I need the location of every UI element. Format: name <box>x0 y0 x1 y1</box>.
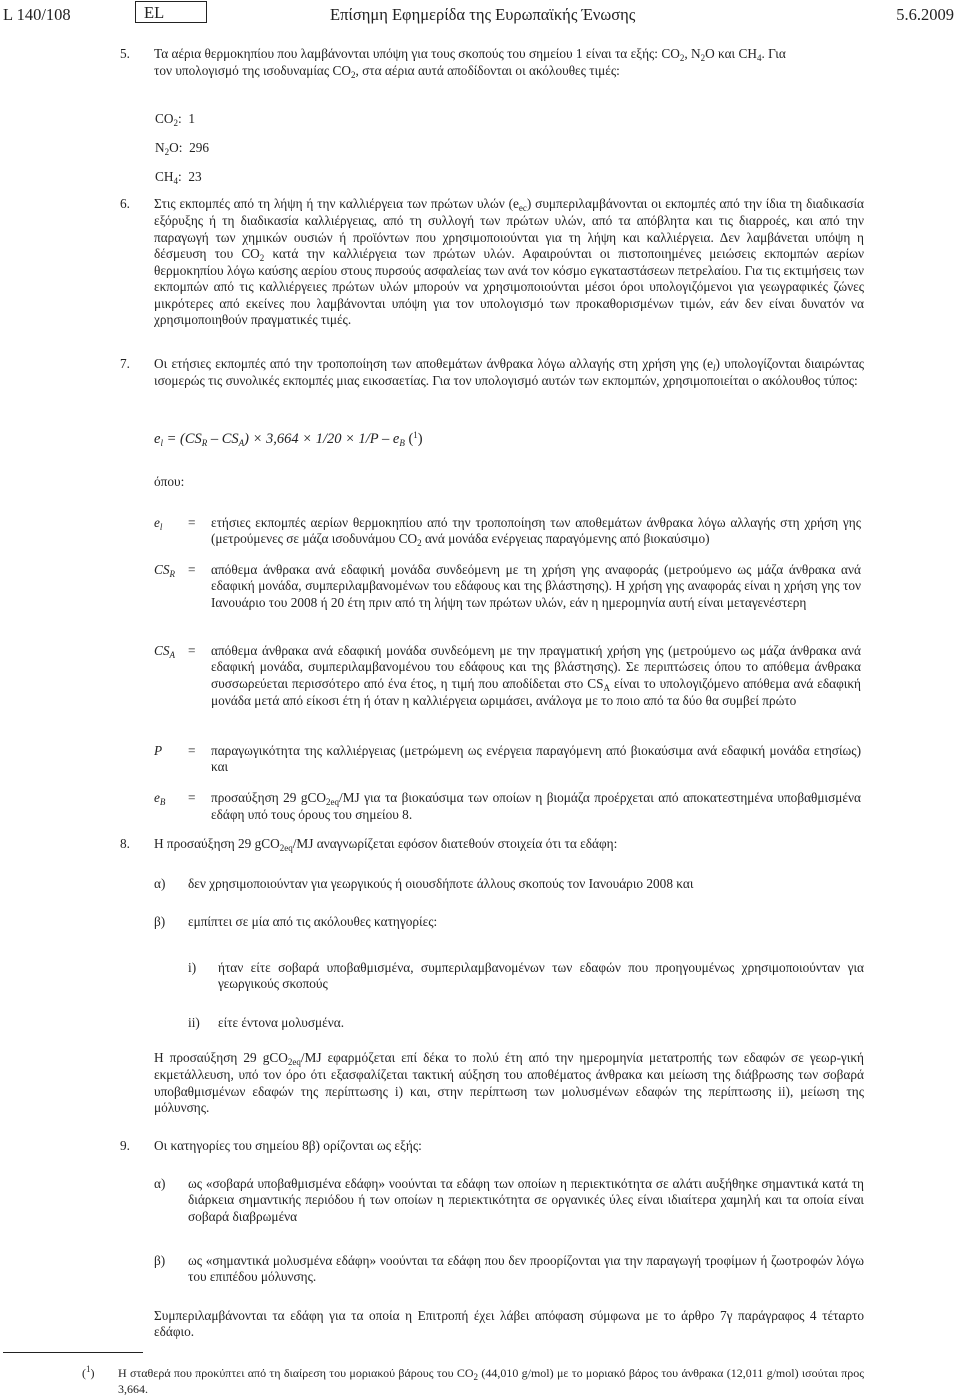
def-eq-csr: = <box>188 562 196 577</box>
def-term-p: P <box>154 743 163 758</box>
where-label: όπου: <box>154 474 185 489</box>
def-eq-el: = <box>188 515 196 530</box>
item-8-text: Η προσαύξηση 29 gCO$_{2eq}$/MJ αναγνωρίζεται εφόσον διατεθούν στοιχεία ότι τα εδάφη: <box>154 836 618 853</box>
def-term-csr: $CS_R$ <box>154 562 176 579</box>
co2-value: $CO_2$: 1 <box>155 111 195 128</box>
footnote-rule <box>3 1352 143 1353</box>
def-text-csa: απόθεμα άνθρακα ανά εδαφική μονάδα συνδεόμενη με την πραγματική χρήση γης (μετρούμενο ως μάζα άνθρακα ανά εδαφική μονάδα, συμπεριλαμβανομένου του εδάφους και της βλάστησης). Σε περιπτώσεις όπου το απόθεμα άνθρακα συσσωρεύεται περισσότερο από ένα έτος, η τιμή που αποδίδεται στο $CS_A$ είναι το υπολογιζόμενο απόθεμα ανά εδαφική μονάδα μετά από είκοσι έτη ή όταν η καλλιέργεια ωριμάσει, ανάλογα με το ποιο από τα δύο θα συμβεί πρώτο <box>211 643 861 708</box>
def-term-eb: $e_B$ <box>154 790 166 807</box>
item-9-b-text: ως «σημαντικά μολυσμένα εδάφη» νοούνται τα εδάφη που δεν προορίζονται για την παραγωγή τροφίμων ή ζωοτροφών λόγω του επιπέδου μόλυνσης. <box>188 1253 864 1285</box>
item-8-b-label: β) <box>154 914 166 929</box>
item-7-number: 7. <box>120 356 130 371</box>
def-eq-p: = <box>188 743 196 758</box>
item-9-a-text: ως «σοβαρά υποβαθμισμένα εδάφη» νοούνται τα εδάφη των οποίων η περιεκτικότητα σε αλάτι αυξήθηκε σημαντικά κατά τη διάρκεια σημαντικής περιόδου ή των οποίων η περιεκτικότητα σε οργανικές ύλες είναι ιδιαίτερα χαμηλή και τα οποία είναι σοβαρά διαβρωμένα <box>188 1176 864 1224</box>
item-8-bii-label: ii) <box>188 1015 200 1030</box>
ch4-value: $CH_4$: 23 <box>155 169 202 186</box>
def-text-p: παραγωγικότητα της καλλιέργειας (μετρώμενη ως ενέργεια παραγόμενη από βιοκαύσιμα ανά εδαφική μονάδα ετησίως) και <box>211 743 861 775</box>
language-badge: EL <box>135 1 207 23</box>
item-9-text: Οι κατηγορίες του σημείου 8β) ορίζονται ως εξής: <box>154 1138 422 1153</box>
footnote-mark: ($^1$) <box>82 1364 95 1380</box>
emission-formula: $e_l = (CS_R - CS_A) \times 3,664 \times 1/20 \times 1/P - e_B$ ($^1$) <box>154 430 423 448</box>
def-term-csa: $CS_A$ <box>154 643 176 660</box>
def-text-eb: προσαύξηση 29 gCO$_{2eq}$/MJ για τα βιοκαύσιμα των οποίων η βιομάζα προέρχεται από αποκατεστημένα υποβαθμισμένα εδάφη υπό τους όρους του σημείου 8. <box>211 790 861 823</box>
item-8-bi-label: i) <box>188 960 197 975</box>
item-9-number: 9. <box>120 1138 130 1153</box>
item-6-text: Στις εκπομπές από τη λήψη ή την καλλιέργεια των πρώτων υλών $(e_{ec})$ συμπεριλαμβάνονται οι εκπομπές από την ίδια τη διαδικασία εξόρυξης ή τη διαδικασία καλλιέργειας, από τη συλλογή των πρώτων υλών, από τα απόβλητα και τις διαρροές, και από την παραγωγή των χημικών ουσιών ή προϊόντων που χρησιμοποιούνται για τη λήψη και καλλιέργεια. Δεν λαμβάνεται υπόψη η δέσμευση του $CO_2$ κατά την καλλιέργεια των πρώτων υλών. Αφαιρούνται οι πιστοποιημένες μειώσεις εκπομπών αερίων θερμοκηπίου λόγω καύσης αερίου στους πυρσούς ασφαλείας των ανά τον κόσμο εγκαταστάσεων πετρελαίου. Για τις εκτιμήσεις των εκπομπών από τις καλλιέργειες πρώτων υλών μπορούν να χρησιμοποιούνται μέσοι όροι υπολογιζόμενοι για γεωγραφικές ζώνες μικρότερες από εκείνες που λαμβάνονται υπόψη για τον υπολογισμό των προκαθορισμένων τιμών, εάν δεν είναι δυνατόν να χρησιμοποιηθούν πραγματικές τιμές. <box>154 196 864 328</box>
footnote-text: Η σταθερά που προκύπτει από τη διαίρεση του μοριακού βάρους του $CO_2$ (44,010 g/mol) με το μοριακό βάρος του άνθρακα (12,011 g/mol) ισούται προς 3,664. <box>118 1366 864 1396</box>
item-8-paragraph: Η προσαύξηση 29 gCO$_{2eq}$/MJ εφαρμόζεται επί δέκα το πολύ έτη από την ημερομηνία μετατροπής των εδαφών σε γεωρ-γική εκμετάλλευση, υπό τον όρο ότι εξασφαλίζεται τακτική αύξηση του αποθέματος άνθρακα και μείωση της διάβρωσης των σοβαρά υποβαθμισμένων εδαφών της περίπτωσης i) και, στην περίπτωση των μολυσμένων εδαφών της περίπτωσης ii), μείωση της μόλυνσης. <box>154 1050 864 1115</box>
item-9-a-label: α) <box>154 1176 166 1191</box>
item-8-bii-text: είτε έντονα μολυσμένα. <box>218 1015 345 1030</box>
publication-date: 5.6.2009 <box>896 5 954 24</box>
def-eq-eb: = <box>188 790 196 805</box>
item-8-a-label: α) <box>154 876 166 891</box>
item-8-bi-text: ήταν είτε σοβαρά υποβαθμισμένα, συμπεριλαμβανομένων των εδαφών που προηγουμένως χρησιμοποιούνταν για γεωργικούς σκοπούς <box>218 960 864 992</box>
item-9-b-label: β) <box>154 1253 166 1268</box>
item-8-number: 8. <box>120 836 130 851</box>
item-5-number: 5. <box>120 46 130 61</box>
def-text-el: ετήσιες εκπομπές αερίων θερμοκηπίου από την τροποποίηση των αποθεμάτων άνθρακα λόγω αλλαγής στη χρήση γης (μετρούμενες σε μάζα ισοδυνάμου $CO_2$ ανά μονάδα ενέργειας παραγόμενης από βιοκαύσιμο) <box>211 515 861 549</box>
def-eq-csa: = <box>188 643 196 658</box>
page-reference: L 140/108 <box>3 5 71 24</box>
item-8-a-text: δεν χρησιμοποιούνταν για γεωργικούς ή οιουσδήποτε άλλους σκοπούς τον Ιανουάριο 2008 και <box>188 876 694 891</box>
item-9-closing: Συμπεριλαμβάνονται τα εδάφη για τα οποία η Επιτροπή έχει λάβει απόφαση σύμφωνα με το άρθρο 7γ παράγραφος 4 τέταρτο εδάφιο. <box>154 1308 864 1340</box>
item-5-text: Τα αέρια θερμοκηπίου που λαμβάνονται υπόψη για τους σκοπούς του σημείου 1 είναι τα εξής: $CO_2$, $N_2O$ και $CH_4$. Για τον υπολογισμό της ισοδυναμίας $CO_2$, στα αέρια αυτά αποδίδονται οι ακόλουθες τιμές: <box>154 46 786 81</box>
def-text-csr: απόθεμα άνθρακα ανά εδαφική μονάδα συνδεόμενη με τη χρήση γης αναφοράς (μετρούμενο ως μάζα άνθρακα ανά εδαφική μονάδα, συμπεριλαμβανομένων του εδάφους και της βλάστησης). Η χρήση γης αναφοράς είναι η χρήση γης τον Ιανουάριο του 2008 ή 20 έτη πριν από τη λήψη των πρώτων υλών, εάν η ημερομηνία αυτή είναι μεταγενέστερη <box>211 562 861 610</box>
item-7-text: Οι ετήσιες εκπομπές από την τροποποίηση των αποθεμάτων άνθρακα λόγω αλλαγής στη χρήση γης $(e_l)$ υπολογίζονται διαιρώντας ισομερώς τις συνολικές εκπομπές μιας εικοσαετίας. Για τον υπολογισμό αυτών των εκπομπών, χρησιμοποιείται ο ακόλουθος τύπος: <box>154 356 864 389</box>
journal-title: Επίσημη Εφημερίδα της Ευρωπαϊκής Ένωσης <box>330 5 636 24</box>
item-8-b-text: εμπίπτει σε μία από τις ακόλουθες κατηγορίες: <box>188 914 438 929</box>
n2o-value: $N_2O$: 296 <box>155 140 210 157</box>
item-6-number: 6. <box>120 196 130 211</box>
def-term-el: $e_l$ <box>154 515 163 532</box>
